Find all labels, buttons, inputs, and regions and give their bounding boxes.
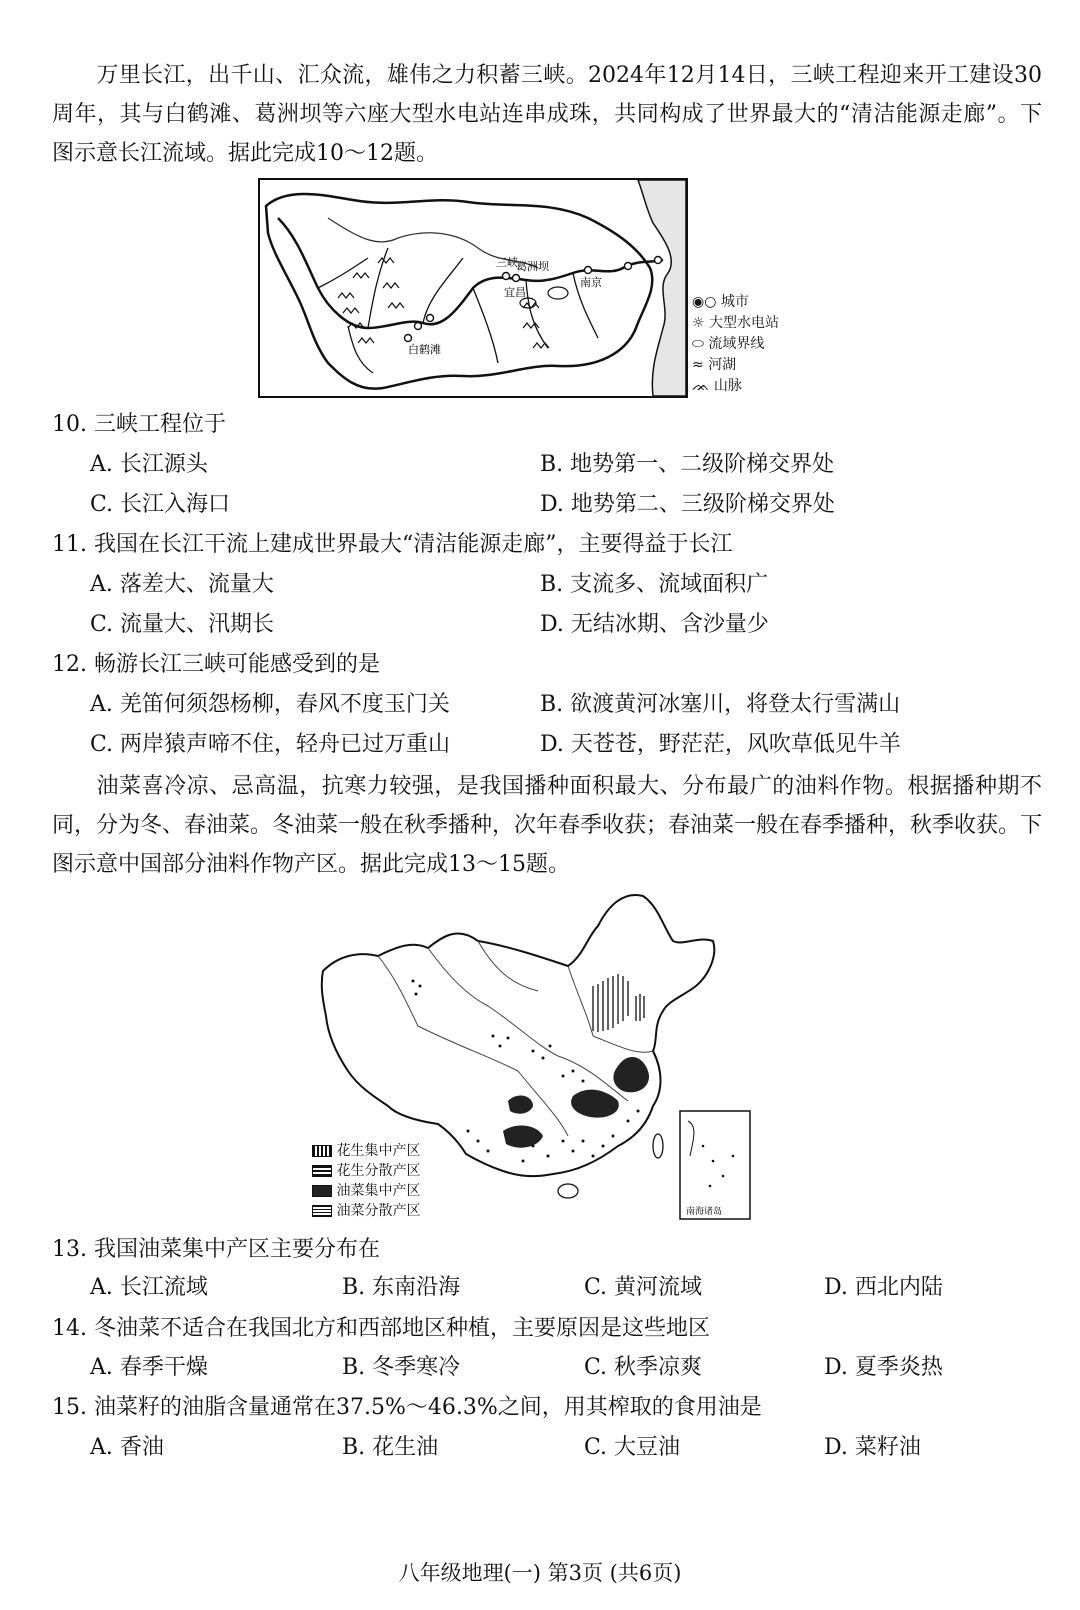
question-10-option-c[interactable]: C. 长江入海口	[90, 492, 231, 517]
intro-paragraph-2	[52, 767, 1042, 884]
legend-river-lake	[692, 355, 812, 376]
legend-rapeseed-concentrated-text: 油菜集中产区	[336, 1183, 421, 1199]
question-12-option-c[interactable]: C. 两岸猿声啼不住，轻舟已过万重山	[90, 732, 451, 757]
boundary-icon: ⬭	[692, 336, 704, 352]
legend-mountain	[692, 376, 812, 397]
legend-river-text: 河湖	[708, 357, 737, 373]
legend-rapeseed-concentrated	[312, 1181, 442, 1201]
rapeseed-concentrated-swatch	[312, 1185, 332, 1197]
question-14-option-b[interactable]: B. 冬季寒冷	[342, 1355, 461, 1380]
hydropower-icon: ☼	[692, 315, 705, 331]
question-15-option-b[interactable]: B. 花生油	[342, 1435, 439, 1460]
legend-peanut-scattered	[312, 1161, 442, 1181]
question-11-option-d[interactable]: D. 无结冰期、含沙量少	[540, 612, 769, 637]
river-icon: ≈	[692, 357, 704, 373]
legend-city-text: 城市	[720, 294, 749, 310]
mountain-icon: ᨏ	[692, 378, 710, 394]
yangtze-basin-map	[258, 178, 688, 398]
question-11-option-b[interactable]: B. 支流多、流域面积广	[540, 572, 769, 597]
question-12-option-d[interactable]: D. 天苍苍，野茫茫，风吹草低见牛羊	[540, 732, 901, 757]
legend-peanut-scattered-text: 花生分散产区	[336, 1163, 421, 1179]
legend-peanut-concentrated	[312, 1141, 442, 1161]
question-12-option-b[interactable]: B. 欲渡黄河冰塞川，将登太行雪满山	[540, 692, 901, 717]
question-10-option-a[interactable]: A. 长江源头	[90, 452, 208, 477]
page-footer: 八年级地理(一) 第3页 (共6页)	[398, 1561, 682, 1585]
legend-mountain-text: 山脉	[713, 378, 742, 394]
question-14-option-a[interactable]: A. 春季干燥	[90, 1355, 208, 1380]
legend-basin-boundary	[692, 334, 812, 355]
inset-label: 南海诸岛	[686, 1207, 723, 1217]
map2-legend	[312, 1141, 442, 1221]
legend-boundary-text: 流域界线	[708, 336, 765, 352]
rapeseed-scattered-swatch	[312, 1205, 332, 1217]
label-yichang: 宜昌	[504, 286, 526, 299]
question-13-option-a[interactable]: A. 长江流域	[90, 1275, 208, 1300]
question-10-stem: 10. 三峡工程位于	[52, 412, 226, 437]
question-13-option-b[interactable]: B. 东南沿海	[342, 1275, 461, 1300]
question-13-stem: 13. 我国油菜集中产区主要分布在	[52, 1237, 380, 1262]
question-11-option-c[interactable]: C. 流量大、汛期长	[90, 612, 275, 637]
intro-text-2: 油菜喜冷凉、忌高温，抗寒力较强，是我国播种面积最大、分布最广的油料作物。根据播种期不同，分为冬、春油菜。冬油菜一般在秋季播种，次年春季收获；春油菜一般在春季播种，秋季收获。下图示意中国部分油料作物产区。据此完成13～15题。	[52, 774, 1043, 877]
question-15-stem: 15. 油菜籽的油脂含量通常在37.5%～46.3%之间，用其榨取的食用油是	[52, 1395, 762, 1420]
question-12-option-a[interactable]: A. 羌笛何须怨杨柳，春风不度玉门关	[90, 692, 450, 717]
question-12-stem: 12. 畅游长江三峡可能感受到的是	[52, 652, 380, 677]
peanut-concentrated-swatch	[312, 1145, 332, 1157]
question-11-stem: 11. 我国在长江干流上建成世界最大“清洁能源走廊”，主要得益于长江	[52, 532, 733, 557]
intro-paragraph-1	[52, 56, 1042, 173]
legend-hydropower	[692, 313, 812, 334]
legend-hydropower-text: 大型水电站	[709, 315, 780, 331]
intro-text-1: 万里长江，出千山、汇众流，雄伟之力积蓄三峡。2024年12月14日，三峡工程迎来开工建设30周年，其与白鹤滩、葛洲坝等六座大型水电站连串成珠，共同构成了世界最大的“清洁能源走廊”。下图示意长江流域。据此完成10～12题。	[52, 63, 1042, 166]
city-icon: ◉○	[692, 294, 717, 310]
question-13-option-d[interactable]: D. 西北内陆	[824, 1275, 943, 1300]
label-sanxia: 三峡	[496, 256, 518, 269]
label-baihetan: 白鹤滩	[408, 343, 441, 356]
question-15-option-d[interactable]: D. 菜籽油	[824, 1435, 921, 1460]
label-nanjing: 南京	[580, 276, 602, 289]
question-10-option-d[interactable]: D. 地势第二、三级阶梯交界处	[540, 492, 835, 517]
map1-legend	[692, 292, 812, 397]
legend-rapeseed-scattered	[312, 1201, 442, 1221]
question-15-option-c[interactable]: C. 大豆油	[584, 1435, 681, 1460]
peanut-scattered-swatch	[312, 1165, 332, 1177]
legend-rapeseed-scattered-text: 油菜分散产区	[336, 1203, 421, 1219]
legend-city	[692, 292, 812, 313]
question-11-option-a[interactable]: A. 落差大、流量大	[90, 572, 274, 597]
question-14-stem: 14. 冬油菜不适合在我国北方和西部地区种植，主要原因是这些地区	[52, 1316, 710, 1341]
question-15-option-a[interactable]: A. 香油	[90, 1435, 164, 1460]
question-10-option-b[interactable]: B. 地势第一、二级阶梯交界处	[540, 452, 835, 477]
question-14-option-d[interactable]: D. 夏季炎热	[824, 1355, 943, 1380]
question-13-option-c[interactable]: C. 黄河流域	[584, 1275, 703, 1300]
label-gezhouba: 葛洲坝	[516, 260, 549, 273]
legend-peanut-concentrated-text: 花生集中产区	[336, 1143, 421, 1159]
question-14-option-c[interactable]: C. 秋季凉爽	[584, 1355, 703, 1380]
